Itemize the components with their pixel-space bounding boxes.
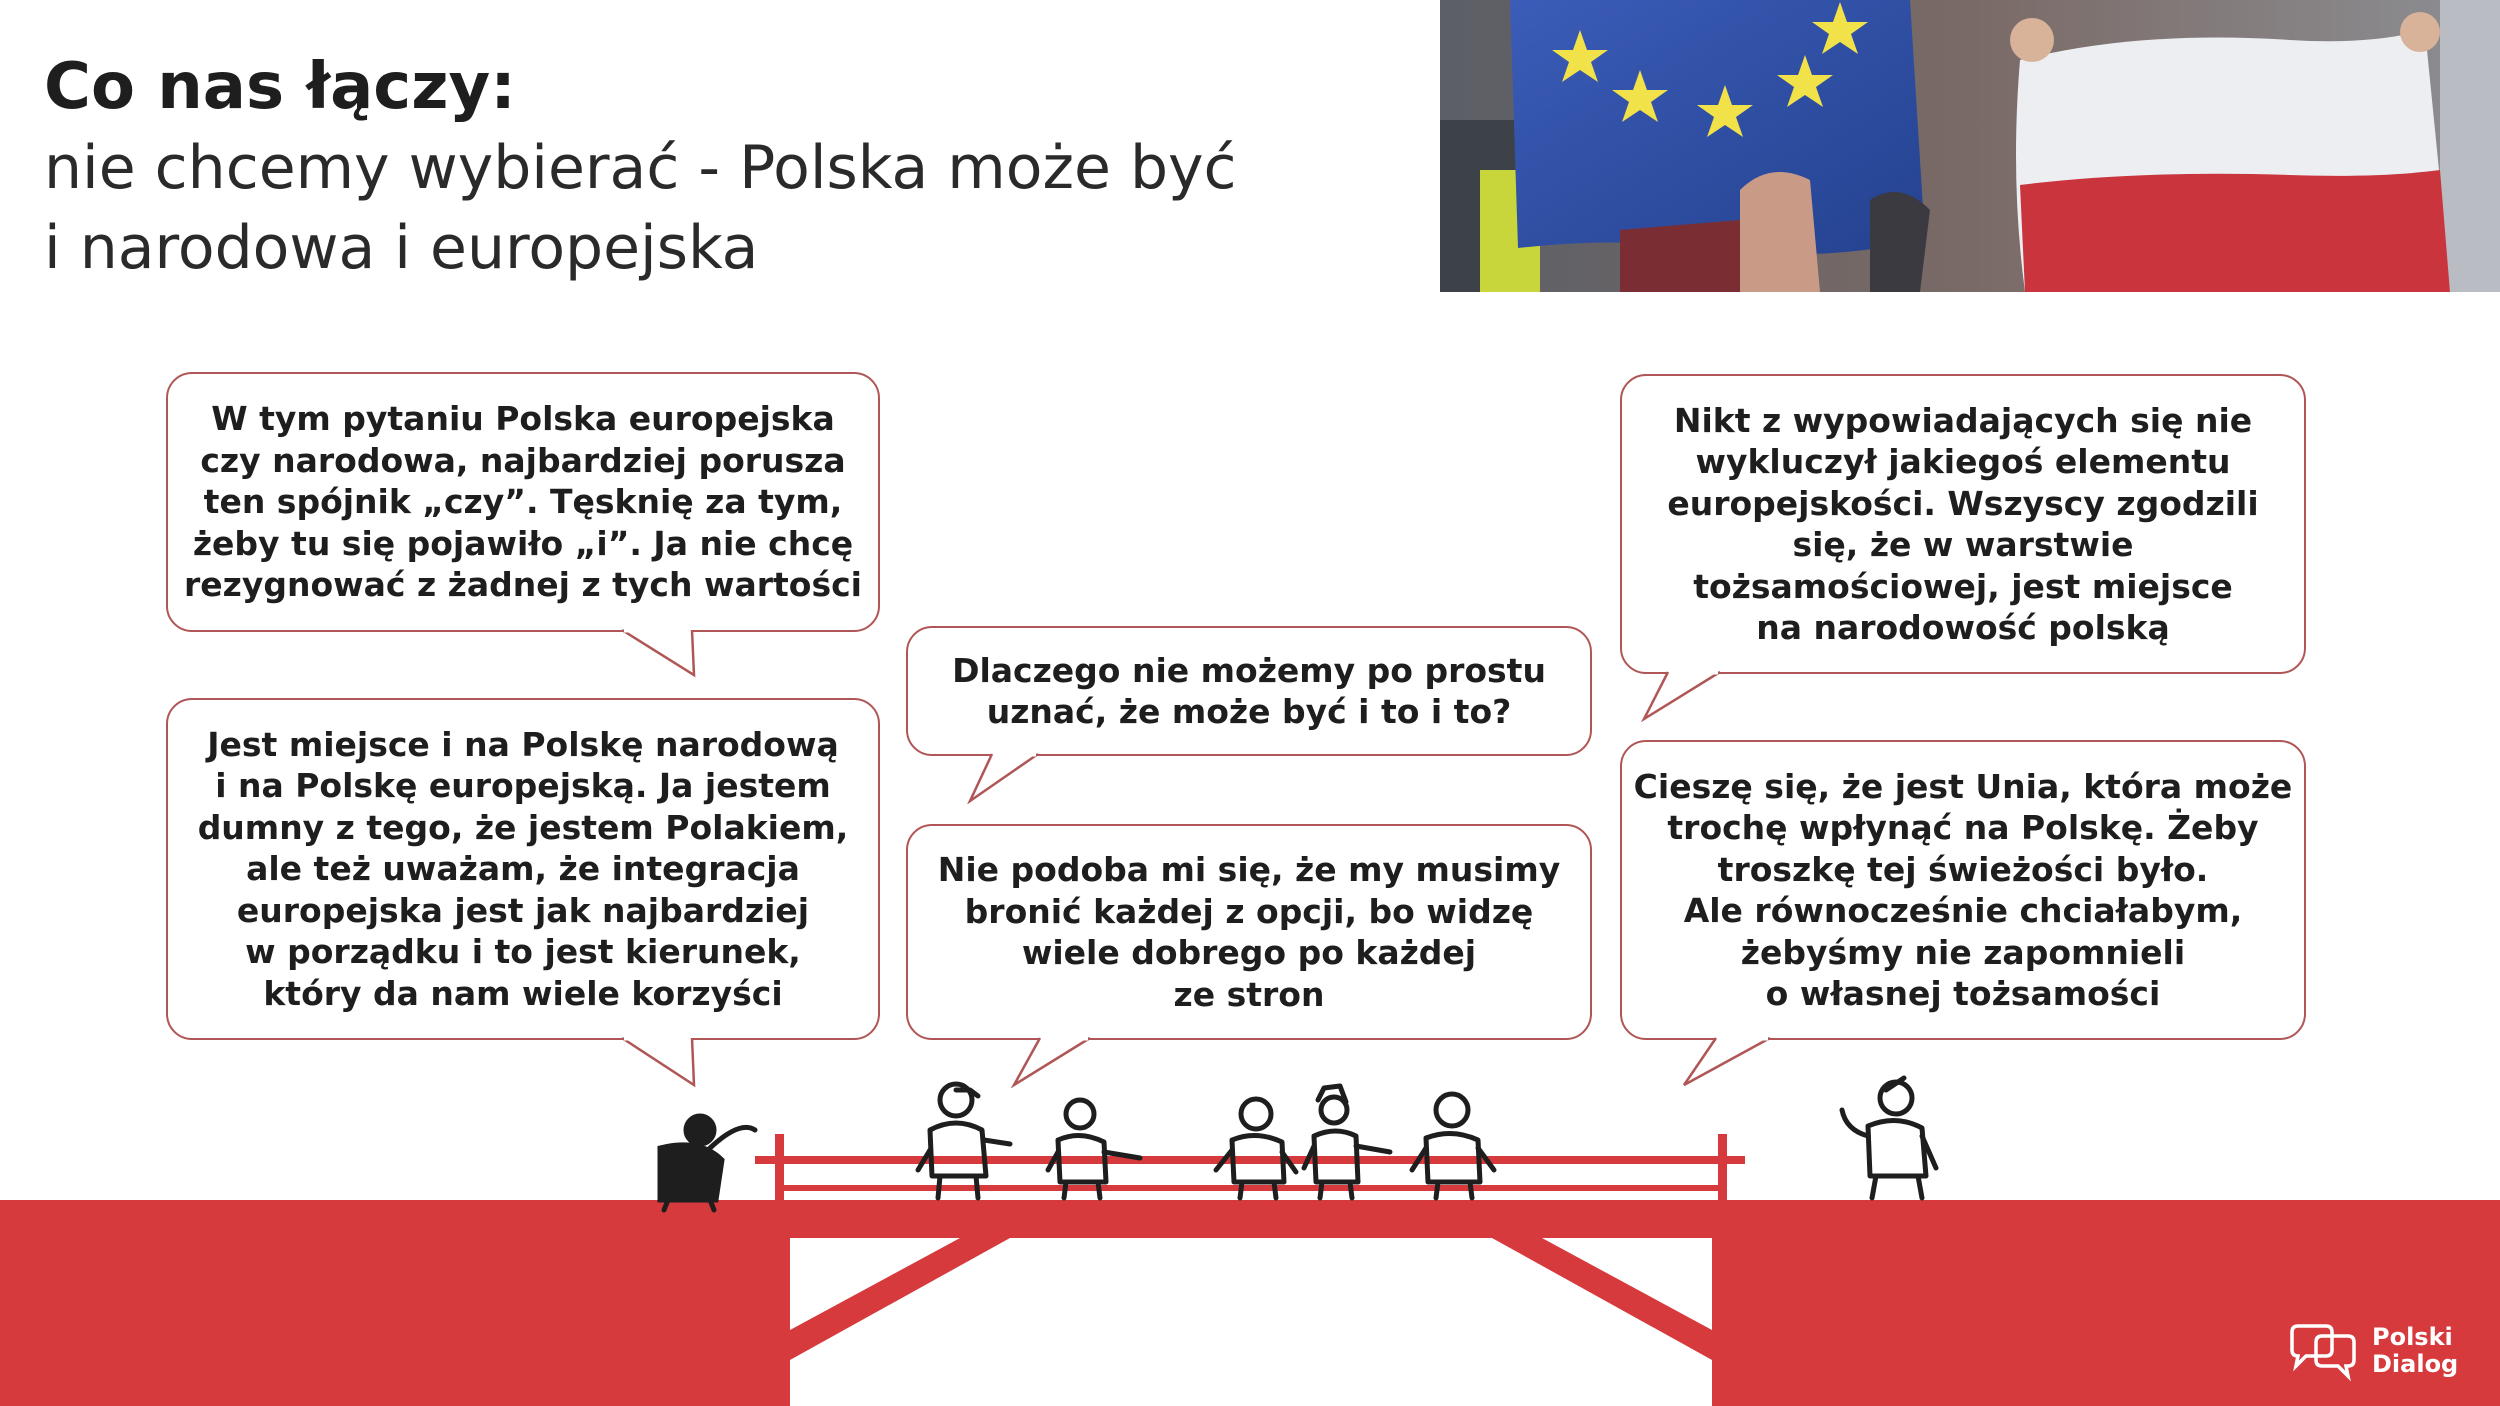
bubble-tail-right-top — [1640, 670, 1730, 722]
bubble-tail-left-top — [620, 628, 710, 678]
bridge-strut-right — [1492, 1238, 1712, 1360]
quote-bubble-right-bottom — [1620, 740, 2306, 1040]
eu-flag-photo — [1510, 0, 1925, 254]
quote-text: Jest miejsce i na Polskę narodową i na Polskę europejską. Ja jestem dumny z tego, że jestem Polakiem, ale też uważam, że integracja europejska jest jak najbardziej w porządku i to jest kierunek, który da nam wiele korzyści — [197, 724, 849, 1013]
quote-text: Cieszę się, że jest Unia, która może trochę wpłynąć na Polskę. Żeby troszkę tej świeżości było. Ale równocześnie chciałabym, żebyśmy nie zapomnieli o własnej tożsamości — [1633, 766, 2293, 1013]
quote-text: Nikt z wypowiadających się nie wykluczył jakiegoś elementu europejskości. Wszyscy zgodzili się, że w warstwie tożsamościowej, jest miejsce na narodowość polską — [1667, 400, 2259, 647]
polish-flag-photo — [2010, 12, 2450, 292]
figure-right — [1842, 1078, 1936, 1198]
quote-bubble-left-top — [166, 372, 880, 632]
flags-photo-illustration — [1440, 0, 2500, 292]
speech-bubbles-logo-icon — [2286, 1322, 2362, 1382]
quote-bubble-right-top — [1620, 374, 2306, 674]
logo-text: Polski Dialog — [2372, 1323, 2459, 1378]
polski-dialog-logo — [2286, 1318, 2486, 1388]
quote-bubble-center-top — [906, 626, 1592, 756]
flags-photo — [1440, 0, 2500, 292]
quote-text: Nie podoba mi się, że my musimy bronić każdej z opcji, bo widzę wiele dobrego po każdej ze stron — [937, 850, 1561, 1014]
quote-text: W tym pytaniu Polska europejska czy narodowa, najbardziej porusza ten spójnik „czy”. Tęsknię za tym, żeby tu się pojawiło „i”. Ja nie chcę rezygnować z żadnej z tych wartości — [184, 399, 862, 605]
quote-bubble-center-bottom — [906, 824, 1592, 1040]
bubble-tail-center-top — [966, 752, 1056, 804]
figure-bridge-3 — [1216, 1099, 1296, 1198]
bridge-illustration — [0, 1060, 2500, 1406]
page-heading — [44, 46, 1424, 288]
figure-bridge-5 — [1412, 1094, 1494, 1198]
bridge-ground — [0, 1200, 2500, 1406]
page-title: Co nas łączy: — [44, 50, 516, 124]
bridge-strut-left — [790, 1238, 1010, 1360]
figure-bridge-1 — [918, 1084, 1010, 1198]
page-subtitle: nie chcemy wybierać - Polska może być i narodowa i europejska — [44, 133, 1237, 283]
figure-bridge-2 — [1048, 1100, 1140, 1198]
quote-bubble-left-bottom — [166, 698, 880, 1040]
bridge-railing — [755, 1156, 1745, 1164]
quote-text: Dlaczego nie możemy po prostu uznać, że może być i to i to? — [952, 650, 1546, 731]
figure-left — [660, 1116, 755, 1210]
figure-bridge-4 — [1304, 1086, 1390, 1198]
